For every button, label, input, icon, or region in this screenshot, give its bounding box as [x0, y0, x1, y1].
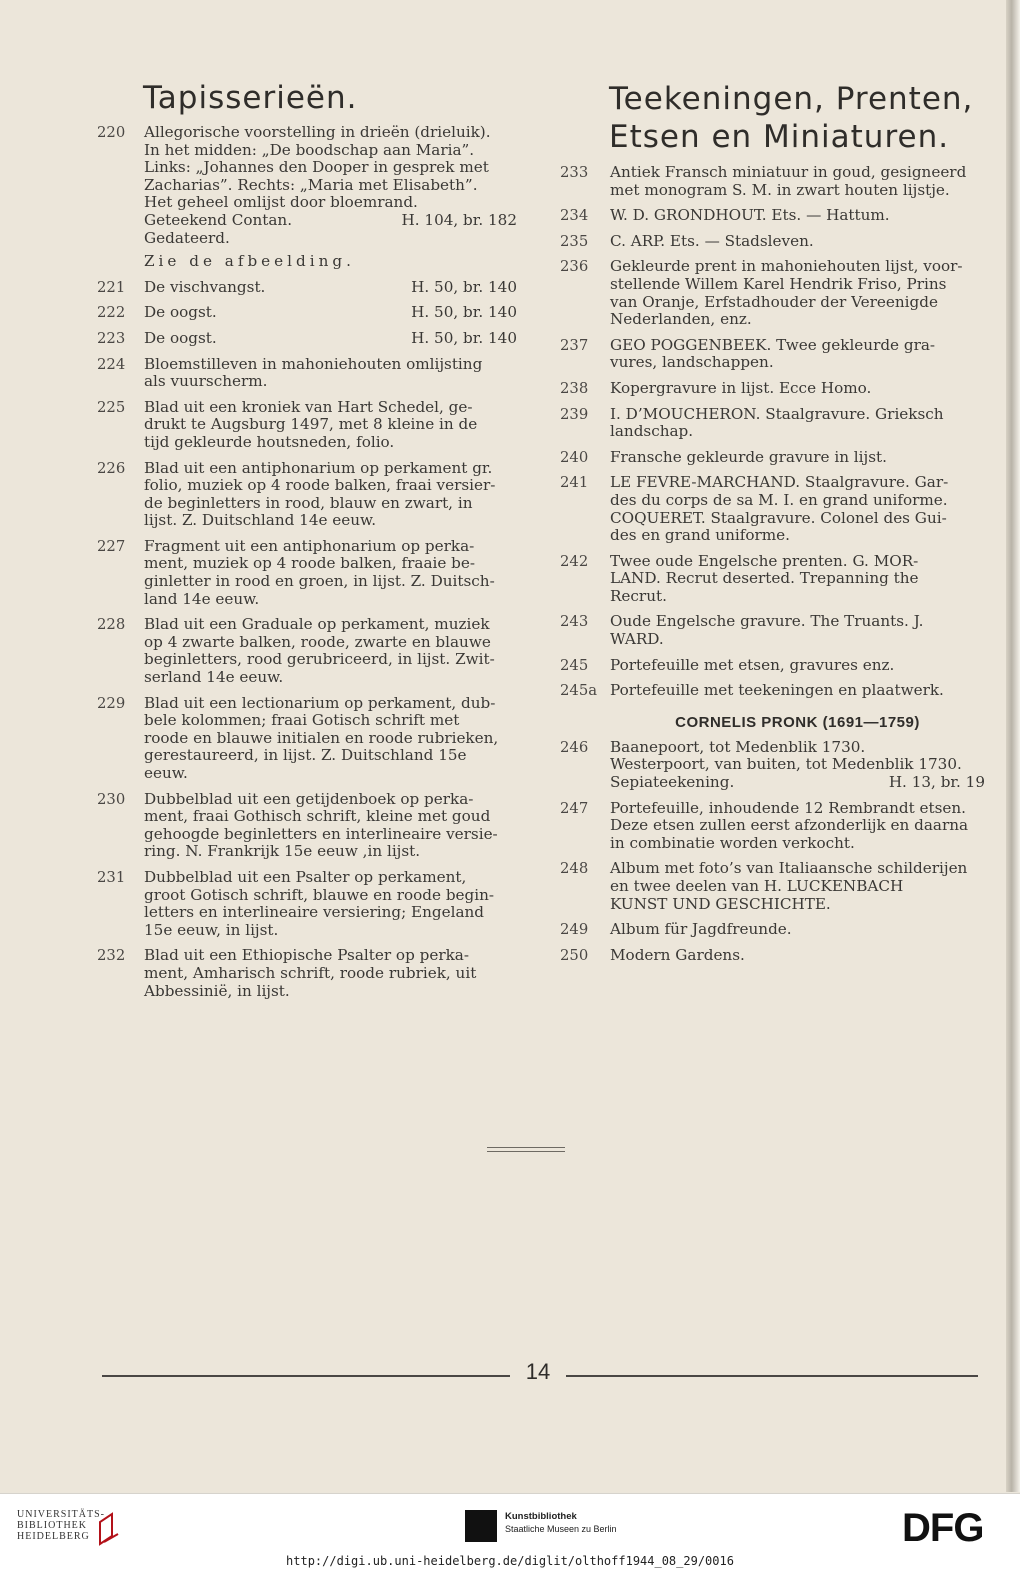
description-line: LAND. Recrut deserted. Trepanning the — [610, 569, 919, 588]
lot-description — [144, 695, 517, 783]
lot-description — [610, 947, 985, 965]
lot-number: 245a — [560, 682, 598, 700]
lot-number: 245 — [560, 656, 589, 674]
lot-number: 228 — [97, 616, 126, 634]
ub-heidelberg-logo-icon — [94, 1508, 124, 1548]
catalogue-entry — [560, 947, 985, 965]
catalogue-entry — [560, 474, 985, 544]
description-line: de beginletters in rood, blauw en zwart, in — [144, 493, 473, 512]
description-line: ment, Amharisch schrift, roode rubriek, uit — [144, 963, 477, 982]
lot-title: De oogst. — [144, 303, 217, 322]
description-line: serland 14e eeuw. — [144, 668, 284, 687]
description-line: WARD. — [610, 630, 664, 649]
pronk-entry-list — [560, 739, 985, 965]
description-line: groot Gotisch schrift, blauwe en roode begin- — [144, 885, 495, 904]
description-line: Modern Gardens. — [610, 945, 745, 964]
catalogue-entry — [560, 380, 985, 398]
description-line: Baanepoort, tot Medenblik 1730. — [610, 737, 866, 756]
lot-description — [610, 380, 985, 398]
lot-number: 238 — [560, 379, 589, 397]
dfg-logo: DFG — [902, 1506, 984, 1550]
lot-dimensions: H. 13, br. 19 — [888, 773, 985, 792]
description-line: Gekleurde prent in mahoniehouten lijst, voor- — [610, 257, 963, 276]
description-line: gerestaureerd, in lijst. Z. Duitschland 15e — [144, 746, 467, 765]
lot-attribution: Geteekend Contan. — [144, 210, 293, 229]
description-line: Portefeuille met teekeningen en plaatwerk. — [610, 681, 944, 700]
description-line: C. ARP. Ets. — Stadsleven. — [610, 231, 814, 250]
catalogue-entry — [560, 860, 985, 913]
catalogue-entry — [97, 791, 517, 861]
catalogue-entry — [97, 330, 517, 348]
lot-attribution: Sepiateekening. — [610, 773, 735, 792]
description-line: Zacharias”. Rechts: „Maria met Elisabeth”. — [144, 175, 478, 194]
description-line: ginletter in rood en groen, in lijst. Z. Duitsch- — [144, 572, 495, 591]
lot-description — [610, 553, 985, 606]
description-line: Portefeuille met etsen, gravures enz. — [610, 655, 895, 674]
illustration-note: Zie de afbeelding. — [144, 252, 355, 271]
description-line: vures, landschappen. — [610, 353, 774, 372]
description-line: Gedateerd. — [144, 228, 230, 247]
lot-description — [610, 739, 985, 792]
description-line: bele kolommen; fraai Gotisch schrift met — [144, 711, 460, 730]
lot-number: 246 — [560, 738, 589, 756]
lot-number: 248 — [560, 860, 589, 878]
left-column — [97, 70, 517, 1000]
catalogue-entry — [560, 921, 985, 939]
description-line: land 14e eeuw. — [144, 589, 260, 608]
description-line: Antiek Fransch miniatuur in goud, gesigneerd — [610, 163, 967, 181]
catalogue-entry — [97, 304, 517, 322]
description-line: Dubbelblad uit een getijdenboek op perka- — [144, 789, 474, 808]
description-line: en twee deelen van H. LUCKENBACH — [610, 877, 904, 895]
description-line: GEO POGGENBEEK. Twee gekleurde gra- — [610, 335, 936, 354]
catalogue-entry — [97, 538, 517, 608]
lot-description — [144, 947, 517, 1000]
catalogue-entry — [560, 258, 985, 328]
page-edge — [1006, 0, 1020, 1492]
description-line: met monogram S. M. in zwart houten lijstje. — [610, 180, 950, 199]
description-line: W. D. GRONDHOUT. Ets. — Hattum. — [610, 206, 890, 225]
description-line: Westerpoort, van buiten, tot Medenblik 1730. — [610, 755, 962, 774]
pronk-section-heading: CORNELIS PRONK (1691—1759) — [675, 713, 920, 731]
lot-description — [144, 330, 517, 348]
lot-description — [144, 869, 517, 939]
description-line: Recrut. — [610, 586, 667, 605]
lot-number: 239 — [560, 405, 589, 423]
description-line: LE FEVRE-MARCHAND. Staalgravure. Gar- — [610, 473, 949, 492]
lot-description — [144, 616, 517, 686]
permalink-url[interactable]: http://digi.ub.uni-heidelberg.de/diglit/olthoff1944_08_29/0016 — [286, 1554, 734, 1568]
section-divider — [487, 1147, 565, 1155]
catalogue-entry — [97, 695, 517, 783]
lot-number: 233 — [560, 164, 589, 181]
description-line: roode en blauwe initialen en roode rubrieken, — [144, 728, 499, 747]
catalogue-entry — [560, 164, 985, 199]
description-line: in combinatie worden verkocht. — [610, 833, 855, 852]
lot-description — [610, 800, 985, 853]
description-line: Abbessinië, in lijst. — [144, 981, 290, 1000]
catalogue-entry — [560, 657, 985, 675]
lot-description — [144, 399, 517, 452]
catalogue-entry — [560, 406, 985, 441]
description-line: letters en interlineaire versiering; Engeland — [144, 903, 485, 922]
lot-number: 226 — [97, 459, 126, 477]
lot-number: 224 — [97, 355, 126, 373]
description-line: COQUERET. Staalgravure. Colonel des Gui- — [610, 508, 947, 527]
lot-number: 237 — [560, 336, 589, 354]
description-line: Blad uit een antiphonarium op perkament gr. — [144, 458, 493, 477]
digitization-footer — [0, 1493, 1020, 1578]
lot-description — [144, 460, 517, 530]
catalogue-entry — [560, 739, 985, 792]
lot-number: 222 — [97, 304, 126, 322]
right-entry-list — [560, 164, 985, 700]
description-line: Blad uit een Ethiopische Psalter op perka- — [144, 946, 469, 965]
lot-title: De oogst. — [144, 328, 217, 347]
lot-description — [610, 233, 985, 251]
catalogue-entry — [97, 616, 517, 686]
lot-description — [610, 337, 985, 372]
right-section-title-line2: Etsen en Miniaturen. — [609, 119, 950, 155]
description-line: 15e eeuw, in lijst. — [144, 920, 279, 939]
lot-dimensions: H. 50, br. 140 — [411, 303, 517, 322]
description-line: Album met foto’s van Italiaansche schilderijen — [610, 859, 968, 878]
catalogue-entry — [560, 800, 985, 853]
right-column — [560, 70, 985, 964]
catalogue-entry — [560, 337, 985, 372]
description-line: ment, muziek op 4 roode balken, fraaie be- — [144, 554, 476, 573]
description-line: folio, muziek op 4 roode balken, fraai versier- — [144, 476, 496, 495]
lot-number: 235 — [560, 232, 589, 250]
lot-number: 234 — [560, 207, 589, 225]
catalogue-entry — [97, 947, 517, 1000]
lot-description — [610, 449, 985, 467]
lot-description — [610, 207, 985, 225]
lot-description — [610, 657, 985, 675]
lot-description — [610, 164, 985, 199]
catalogue-entry — [560, 613, 985, 648]
description-line: Deze etsen zullen eerst afzonderlijk en daarna — [610, 816, 969, 835]
lot-description — [144, 538, 517, 608]
catalogue-entry — [560, 553, 985, 606]
lot-number: 223 — [97, 329, 126, 347]
description-line: Nederlanden, enz. — [610, 310, 752, 329]
lot-description — [610, 258, 985, 328]
description-line: Kopergravure in lijst. Ecce Homo. — [610, 378, 872, 397]
description-line: des en grand uniforme. — [610, 526, 790, 545]
lot-dimensions: H. 104, br. 182 — [401, 210, 517, 229]
lot-description — [144, 279, 517, 297]
description-line: lijst. Z. Duitschland 14e eeuw. — [144, 511, 377, 530]
lot-description — [144, 356, 517, 391]
description-line: Blad uit een kroniek van Hart Schedel, ge- — [144, 397, 473, 416]
description-line: Links: „Johannes den Dooper in gesprek met — [144, 158, 489, 177]
description-line: Blad uit een lectionarium op perkament, dub- — [144, 693, 496, 712]
lot-number: 242 — [560, 552, 589, 570]
lot-number: 232 — [97, 947, 126, 965]
lot-description — [610, 474, 985, 544]
description-line: Fransche gekleurde gravure in lijst. — [610, 447, 887, 466]
catalogue-entry — [560, 682, 985, 700]
lot-number: 247 — [560, 799, 589, 817]
kunstbibliothek-label: Kunstbibliothek Staatliche Museen zu Berlin — [505, 1511, 617, 1534]
description-line: des du corps de sa M. I. en grand uniforme. — [610, 490, 948, 509]
lot-number: 236 — [560, 258, 589, 276]
lot-number: 229 — [97, 694, 126, 712]
lot-number: 221 — [97, 278, 126, 296]
description-line: Twee oude Engelsche prenten. G. MOR- — [610, 551, 919, 570]
catalogue-entry — [97, 124, 517, 271]
lot-description — [610, 406, 985, 441]
description-line: drukt te Augsburg 1497, met 8 kleine in de — [144, 415, 478, 434]
lot-dimensions: H. 50, br. 140 — [411, 328, 517, 347]
description-line: beginletters, rood gerubriceerd, in lijst. Zwit- — [144, 650, 495, 669]
lot-description — [144, 304, 517, 322]
footer-rule-left — [102, 1375, 510, 1377]
description-line: Het geheel omlijst door bloemrand. — [144, 193, 418, 212]
description-line: van Oranje, Erfstadhouder der Vereenigde — [610, 292, 938, 311]
description-line: tijd gekleurde houtsneden, folio. — [144, 432, 395, 451]
description-line: I. D’MOUCHERON. Staalgravure. Grieksch — [610, 404, 944, 423]
lot-description — [610, 921, 985, 939]
description-line: eeuw. — [144, 764, 188, 782]
kunstbibliothek-logo-icon — [465, 1510, 497, 1542]
lot-title: De vischvangst. — [144, 277, 266, 296]
catalogue-entry — [560, 449, 985, 467]
right-section-title-line1: Teekeningen, Prenten, — [609, 81, 974, 117]
lot-description — [610, 682, 985, 700]
lot-description — [610, 860, 985, 913]
lot-number: 243 — [560, 613, 589, 631]
lot-number: 240 — [560, 448, 589, 466]
catalogue-entry — [97, 399, 517, 452]
lot-description — [610, 613, 985, 648]
catalogue-entry — [97, 356, 517, 391]
description-line: Allegorische voorstelling in drieën (drieluik). — [144, 123, 491, 141]
catalogue-entry — [560, 233, 985, 251]
description-line: Bloemstilleven in mahoniehouten omlijsting — [144, 354, 483, 373]
description-line: Blad uit een Graduale op perkament, muziek — [144, 615, 490, 634]
lot-number: 227 — [97, 537, 126, 555]
page-number: 14 — [525, 1359, 551, 1384]
lot-number: 231 — [97, 868, 126, 886]
description-line: gehoogde beginletters en interlineaire versie- — [144, 824, 498, 843]
catalogue-entry — [560, 207, 985, 225]
left-section-title: Tapisserieën. — [143, 80, 358, 116]
description-line: op 4 zwarte balken, roode, zwarte en blauwe — [144, 632, 491, 651]
lot-number: 220 — [97, 124, 126, 141]
description-line: In het midden: „De boodschap aan Maria”. — [144, 140, 475, 159]
lot-number: 225 — [97, 398, 126, 416]
description-line: Fragment uit een antiphonarium op perka- — [144, 536, 475, 555]
lot-number: 241 — [560, 474, 589, 492]
lot-number: 230 — [97, 790, 126, 808]
catalogue-entry — [97, 869, 517, 939]
description-line: KUNST UND GESCHICHTE. — [610, 894, 831, 913]
lot-number: 250 — [560, 946, 589, 964]
description-line: Dubbelblad uit een Psalter op perkament, — [144, 867, 467, 886]
lot-description — [144, 124, 517, 271]
lot-description — [144, 791, 517, 861]
description-line: stellende Willem Karel Hendrik Friso, Prins — [610, 274, 947, 293]
ub-heidelberg-label: UNIVERSITÄTS- BIBLIOTHEK HEIDELBERG — [17, 1509, 105, 1542]
description-line: Oude Engelsche gravure. The Truants. J. — [610, 612, 924, 631]
lot-number: 249 — [560, 921, 589, 939]
catalogue-entry — [97, 279, 517, 297]
description-line: als vuurscherm. — [144, 372, 268, 391]
catalogue-entry — [97, 460, 517, 530]
footer-rule-right — [566, 1375, 978, 1377]
lot-dimensions: H. 50, br. 140 — [411, 277, 517, 296]
description-line: ment, fraai Gothisch schrift, kleine met goud — [144, 807, 491, 826]
description-line: Portefeuille, inhoudende 12 Rembrandt etsen. — [610, 798, 967, 817]
left-entry-list — [97, 124, 517, 1000]
description-line: ring. N. Frankrijk 15e eeuw ,in lijst. — [144, 842, 421, 861]
description-line: landschap. — [610, 422, 694, 441]
description-line: Album für Jagdfreunde. — [610, 920, 792, 939]
